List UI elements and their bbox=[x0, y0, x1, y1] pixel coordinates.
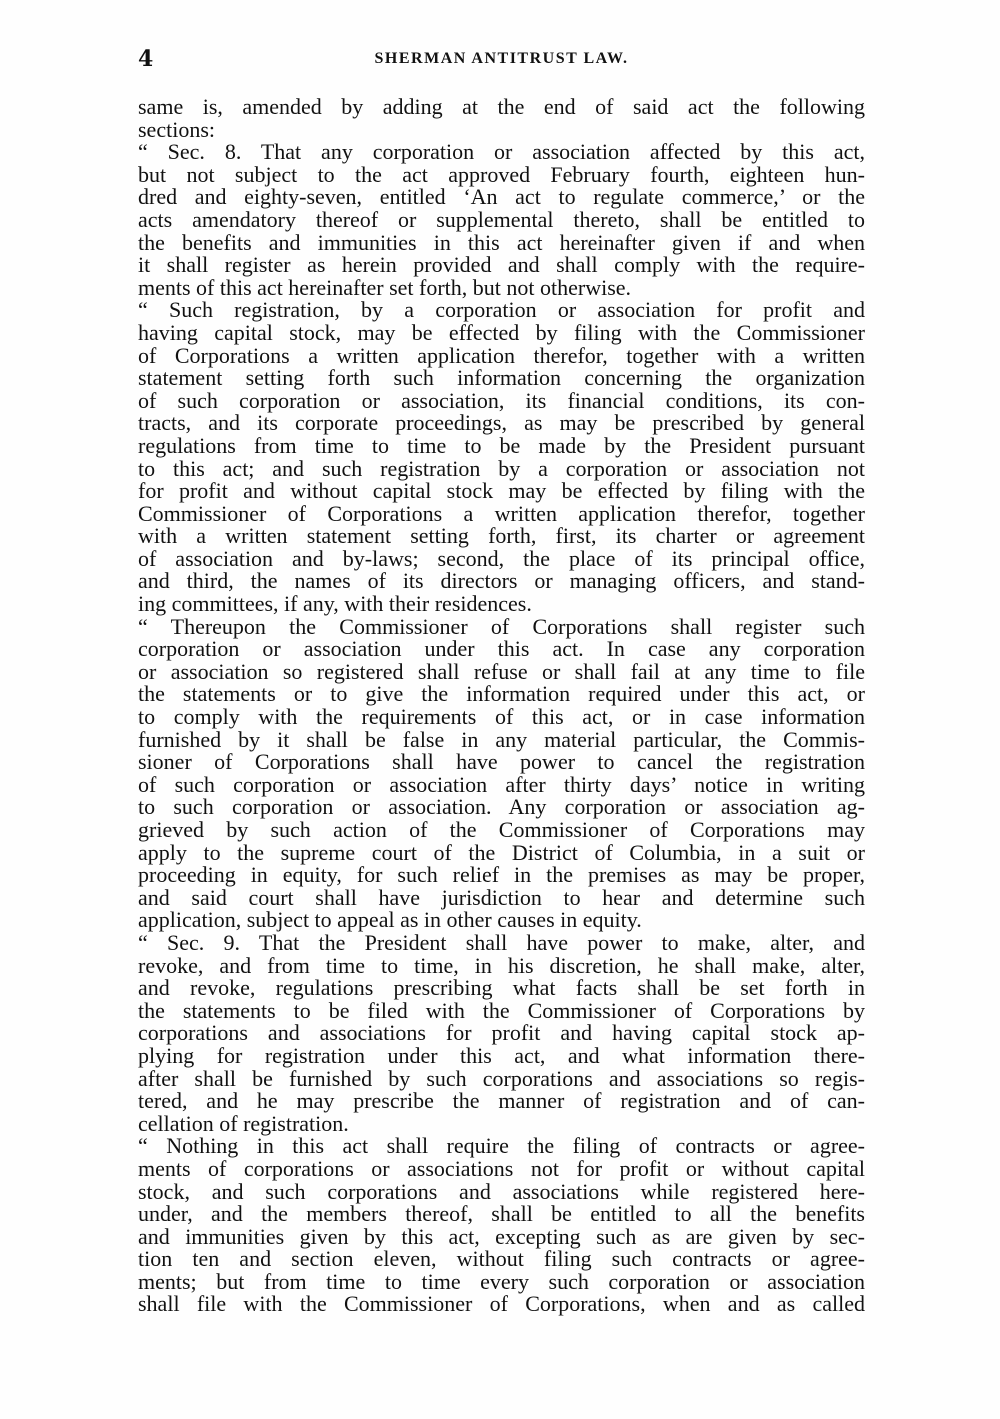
text-line: but not subject to the act approved February fourth, eighteen hun- bbox=[138, 161, 865, 187]
text-line: to such corporation or association. Any corporation or association ag- bbox=[138, 794, 865, 820]
text-line: “ Sec. 8. That any corporation or association affected by this act, bbox=[138, 139, 865, 165]
text-line: plying for registration under this act, and what information there- bbox=[138, 1042, 865, 1068]
text-line: and immunities given by this act, excepting such as are given by sec- bbox=[138, 1223, 865, 1249]
text-line: to this act; and such registration by a corporation or association not bbox=[138, 455, 865, 481]
text-line: revoke, and from time to time, in his discretion, he shall make, alter, bbox=[138, 952, 865, 978]
text-line: dred and eighty-seven, entitled ‘An act to regulate commerce,’ or the bbox=[138, 184, 865, 210]
text-line: of association and by-laws; second, the place of its principal office, bbox=[138, 545, 865, 571]
text-line: it shall register as herein provided and shall comply with the require- bbox=[138, 252, 865, 278]
text-line: after shall be furnished by such corporations and associations so regis- bbox=[138, 1065, 865, 1091]
text-line: the statements to be filed with the Commissioner of Corporations by bbox=[138, 997, 865, 1023]
text-line: of Corporations a written application therefor, together with a written bbox=[138, 342, 865, 368]
text-line: corporations and associations for profit and having capital stock ap- bbox=[138, 1020, 865, 1046]
text-line: application, subject to appeal as in other causes in equity. bbox=[138, 907, 642, 933]
text-line: apply to the supreme court of the District of Columbia, in a suit or bbox=[138, 839, 865, 865]
text-line: having capital stock, may be effected by filing with the Commissioner bbox=[138, 319, 865, 345]
text-line: the benefits and immunities in this act hereinafter given if and when bbox=[138, 229, 865, 255]
text-line: acts amendatory thereof or supplemental thereto, shall be entitled to bbox=[138, 206, 865, 232]
text-line: ments of corporations or associations not for profit or without capital bbox=[138, 1155, 865, 1181]
text-line: grieved by such action of the Commissioner of Corporations may bbox=[138, 817, 865, 842]
text-line: sioner of Corporations shall have power to cancel the registration bbox=[138, 749, 865, 775]
text-line: under, and the members thereof, shall be entitled to all the benefits bbox=[138, 1201, 865, 1227]
page-header bbox=[138, 46, 865, 76]
text-line: and revoke, regulations prescribing what facts shall be set forth in bbox=[138, 975, 865, 1001]
text-line: tion ten and section eleven, without filing such contracts or agree- bbox=[138, 1246, 865, 1272]
text-line: of such corporation or association after thirty days’ notice in writing bbox=[138, 771, 865, 797]
text-line: sections: bbox=[138, 116, 215, 142]
text-line: proceeding in equity, for such relief in the premises as may be proper, bbox=[138, 862, 865, 888]
text-line: ing committees, if any, with their residences. bbox=[138, 591, 532, 617]
text-line: corporation or association under this act. In case any corporation bbox=[138, 636, 865, 662]
text-line: “ Nothing in this act shall require the filing of contracts or agree- bbox=[138, 1133, 865, 1159]
text-line: furnished by it shall be false in any material particular, the Commis- bbox=[138, 726, 865, 752]
page-number: 4 bbox=[138, 46, 154, 72]
body-text bbox=[138, 96, 865, 1316]
text-line: same is, amended by adding at the end of said act the following bbox=[138, 94, 865, 119]
text-line: shall file with the Commissioner of Corporations, when and as called bbox=[138, 1291, 865, 1317]
text-line: of such corporation or association, its financial conditions, its con- bbox=[138, 387, 865, 413]
text-line: cellation of registration. bbox=[138, 1110, 349, 1136]
text-line: the statements or to give the information required under this act, or bbox=[138, 681, 865, 707]
text-line: or association so registered shall refuse or shall fail at any time to file bbox=[138, 658, 865, 684]
text-line: and said court shall have jurisdiction to hear and determine such bbox=[138, 884, 865, 910]
text-line: statement setting forth such information concerning the organization bbox=[138, 365, 865, 391]
text-line: stock, and such corporations and associations while registered here- bbox=[138, 1178, 865, 1204]
text-line: regulations from time to time to be made by the President pursuant bbox=[138, 432, 865, 458]
text-line: “ Such registration, by a corporation or association for profit and bbox=[138, 297, 865, 323]
text-line: ments; but from time to time every such corporation or association bbox=[138, 1268, 865, 1294]
text-line: ments of this act hereinafter set forth, but not otherwise. bbox=[138, 274, 632, 300]
text-line: “ Sec. 9. That the President shall have power to make, alter, and bbox=[138, 929, 865, 955]
text-line: to comply with the requirements of this act, or in case information bbox=[138, 704, 865, 730]
text-line: “ Thereupon the Commissioner of Corporations shall register such bbox=[138, 613, 865, 639]
text-line: tered, and he may prescribe the manner of registration and of can- bbox=[138, 1088, 865, 1114]
text-line: and third, the names of its directors or managing officers, and stand- bbox=[138, 568, 865, 594]
running-head: SHERMAN ANTITRUST LAW. bbox=[374, 50, 629, 67]
text-line: tracts, and its corporate proceedings, as may be prescribed by general bbox=[138, 410, 865, 436]
text-line: for profit and without capital stock may be effected by filing with the bbox=[138, 478, 865, 504]
text-line: with a written statement setting forth, first, its charter or agreement bbox=[138, 523, 865, 549]
text-line: Commissioner of Corporations a written application therefor, together bbox=[138, 500, 865, 526]
